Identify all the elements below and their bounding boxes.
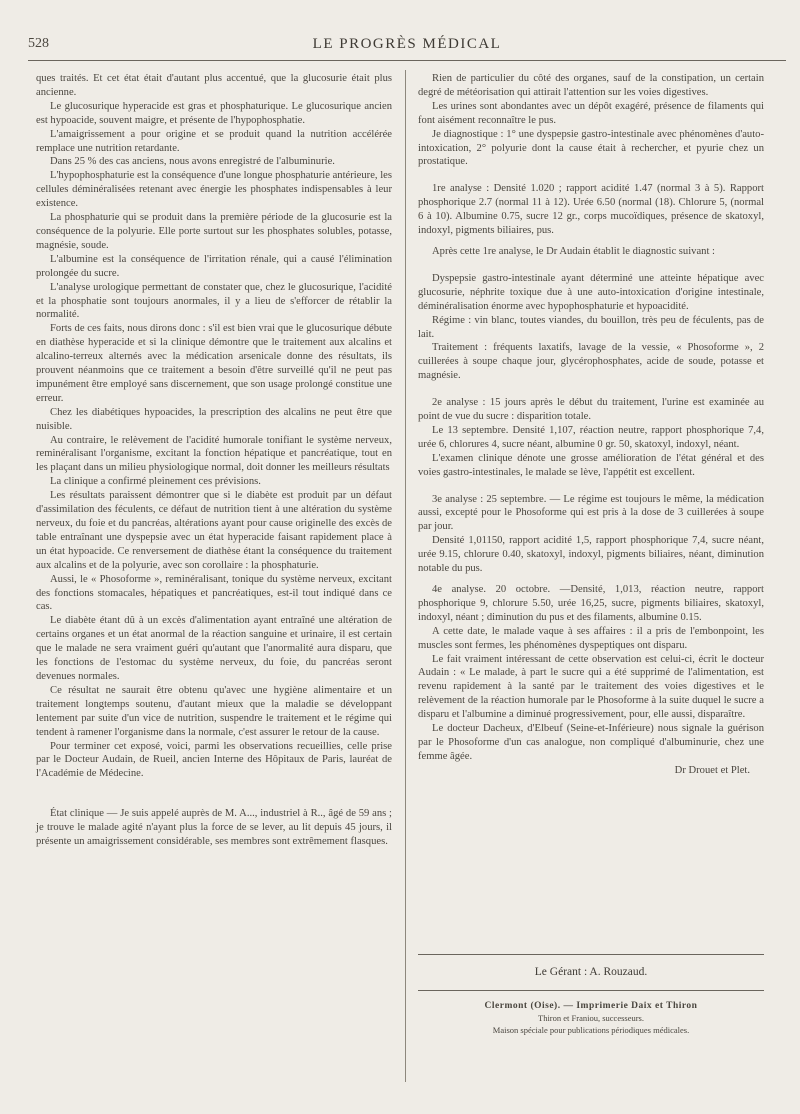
paragraph: Densité 1,01150, rapport acidité 1,5, rapport phosphorique 7,4, sucre néant, urée 9.15, chlorure 0.40, skatoxyl, indoxyl, pigments biliaires, néant, diminution notable du pus. xyxy=(418,535,764,575)
paragraph: Le diabète étant dû à un excès d'alimentation ayant entraîné une altération de certains organes et un état anormal de la réaction sanguine et urinaire, il est certain que le malade ne sera vraiment guéri qu'autant que l'anormalité aura disparu, que les fonctions de l'estomac du système nerveux, du foie, du pancréas seront devenues normales. xyxy=(36,615,392,682)
section-rule xyxy=(418,990,764,991)
imprint-line: Thiron et Franiou, successeurs. xyxy=(538,1013,644,1023)
left-column xyxy=(36,72,392,1082)
column-divider xyxy=(405,70,406,1082)
paragraph: Les résultats paraissent démontrer que si le diabète est produit par un défaut d'assimilation des féculents, ce défaut de nutrition tient à une altération du système nerveux, du foie et du pancréas, altérations ayant pour cause originelle des excès de table entraînant une dyspepsie avec un état hyperacide faisant rapidement place à un état hypoacide. Ce renversement de diathèse étant la conséquence du traitement aux alcalins et de la polyurie, avec son corollaire : la phosphaturie. xyxy=(36,490,392,571)
paragraph: A cette date, le malade vaque à ses affaires : il a pris de l'embonpoint, les muscles sont fermes, les phénomènes dyspeptiques ont disparu. xyxy=(418,625,764,651)
imprint-line: Maison spéciale pour publications périodiques médicales. xyxy=(492,1025,690,1035)
paragraph: Pour terminer cet exposé, voici, parmi les observations recueillies, celle prise par le Docteur Audain, de Rueil, ancien Interne des Hôpitaux de Paris, lauréat de l'Académie de Médecine. xyxy=(36,740,392,780)
paragraph: Le fait vraiment intéressant de cette observation est celui-ci, écrit le docteur Audain : « Le malade, à part le sucre qui a été supprimé de l'alimentation, est revenu rapidement à la santé par le traitement des voies digestives et le relèvement de la réaction humorale par le Phosoforme à la suite duquel le sucre a disparu et l'albumine a diminué progressivement, pour, elle aussi, disparaître. xyxy=(418,653,764,721)
paragraph: Je diagnostique : 1° une dyspepsie gastro-intestinale avec phénomènes d'auto-intoxication, 2° polyurie dont la cause était à rechercher, et pyurie chez un prostatique. xyxy=(418,128,764,168)
analysis-3-paragraph: 3e analyse : 25 septembre. — Le régime est toujours le même, la médication aussi, excepté pour le Phosoforme qui est pris à la dose de 3 cuillerées à soupe par jour. xyxy=(418,493,764,533)
paragraph: Au contraire, le relèvement de l'acidité humorale tonifiant le système nerveux, reminéralisant l'organisme, excitant la fonction hépatique et pancréatique, tout en les plaçant dans un milieu physiologique normal, doit donner les meilleurs résultats xyxy=(36,434,392,474)
paragraph: La phosphaturie qui se produit dans la première période de la glucosurie est la conséquence de la polyurie. Elle porte surtout sur les phosphates solubles, potasse, magnésie, soude. xyxy=(36,212,392,251)
paragraph: Le 13 septembre. Densité 1,107, réaction neutre, rapport phosphorique 7,4, urée 6, chlorures 4, sucre néant, albumine 0 gr. 50, skatoxyl, indoxyl, néant. xyxy=(418,424,764,450)
paragraph: Dans 25 % des cas anciens, nous avons enregistré de l'albuminurie. xyxy=(50,156,335,168)
analysis-1-paragraph: 1re analyse : Densité 1.020 ; rapport acidité 1.47 (normal 3 à 5). Rapport phosphorique 2.7 (normal 11 à 12). Urée 6.50 (normal (18). Chlorure 5, (normal 6 à 10). Albumine 0.75, sucre 12 gr., corps mucoïdiques, présence de skatoxyl, indoxyl, pigments biliaires, pus. xyxy=(418,183,764,237)
paragraph: Le docteur Dacheux, d'Elbeuf (Seine-et-Inférieure) nous signale la guérison par le Phosoforme d'un cas analogue, non compliqué d'albuminurie, chez une femme âgée. xyxy=(418,723,764,762)
clinical-state-paragraph: État clinique — Je suis appelé auprès de M. A..., industriel à R.., âgé de 59 ans ; je trouve le malade agité n'ayant plus la force de se lever, au lit depuis 45 jours, il présente un amaigrissement considérable, ses membres sont extrêmement flasques. xyxy=(36,808,392,848)
page-number: 528 xyxy=(28,36,49,51)
paragraph: La clinique a confirmé pleinement ces prévisions. xyxy=(50,476,261,488)
paragraph: L'amaigrissement a pour origine et se produit quand la nutrition accélérée remplace une nutrition retardante. xyxy=(36,128,392,154)
analysis-2-paragraph: 2e analyse : 15 jours après le début du traitement, l'urine est examinée au point de vue du sucre : disparition totale. xyxy=(418,397,764,423)
regime-paragraph: Régime : vin blanc, toutes viandes, du bouillon, très peu de féculents, pas de lait. xyxy=(418,314,764,340)
paragraph: L'examen clinique dénote une grosse amélioration de l'état général et des voies gastro-intestinales, le malade se lève, l'appétit est excellent. xyxy=(418,452,764,478)
paragraph: ques traités. Et cet état était d'autant plus accentué, que la glucosurie était plus ancienne. xyxy=(36,73,392,98)
paragraph: Après cette 1re analyse, le Dr Audain établit le diagnostic suivant : xyxy=(432,245,715,257)
paragraph: L'albumine est la conséquence de l'irritation rénale, qui a causé l'élimination prolongée du sucre. xyxy=(36,253,392,279)
imprint-line: Clermont (Oise). — Imprimerie Daix et Thiron xyxy=(484,1001,698,1011)
paragraph: Ce résultat ne saurait être obtenu qu'avec une hygiène alimentaire et un traitement longtemps soutenu, d'autant mieux que la maladie se développant lentement par suite d'un vice de nutrition, suspendre le traitement et le régime qui tendent à ramener l'organisme dans la normale, c'est assurer le retour de la cause. xyxy=(36,684,392,738)
paragraph: Aussi, le « Phosoforme », reminéralisant, tonique du système nerveux, excitant des fonctions stomacales, hépatiques et pancréatiques, est-il tout indiqué dans ce cas. xyxy=(36,573,392,613)
page-header xyxy=(28,36,786,61)
treatment-paragraph: Traitement : fréquents laxatifs, lavage de la vessie, « Phosoforme », 2 cuillerées à soupe chaque jour, glycérophosphates, acide de soude, potasse et magnésie. xyxy=(418,342,764,382)
paragraph: L'analyse urologique permettant de constater que, chez le glucosurique, l'acidité et la phosphatie sont toujours anormales, il y a lieu de s'efforcer de rétablir la normalité. xyxy=(36,281,392,321)
paragraph: L'hypophosphaturie est la conséquence d'une longue phosphaturie antérieure, les cellules déminéralisées retenant avec énergie les phosphates indispensables à leur existence. xyxy=(36,170,392,210)
gerant-line: Le Gérant : A. Rouzaud. xyxy=(534,966,648,978)
paragraph: Rien de particulier du côté des organes, sauf de la constipation, un certain degré de météorisation qui attirait l'attention sur les voies digestives. xyxy=(418,73,764,98)
paragraph: Chez les diabétiques hypoacides, la prescription des alcalins ne peut être que nuisible. xyxy=(36,406,392,432)
printer-imprint xyxy=(418,1000,764,1036)
right-column xyxy=(418,72,764,1082)
paragraph: Les urines sont abondantes avec un dépôt exagéré, présence de filaments qui font aisément reconnaître le pus. xyxy=(418,100,764,126)
section-rule xyxy=(418,954,764,955)
analysis-4-paragraph: 4e analyse. 20 octobre. —Densité, 1,013, réaction neutre, rapport phosphorique 9, chlorure 5.50, urée 16,25, sucre, pigments biliaires, skatoxyl, indoxyl, néant ; diminution du pus et des filaments, albumine 0.15. xyxy=(418,584,764,623)
paragraph: Forts de ces faits, nous dirons donc : s'il est bien vrai que le glucosurique débute en diathèse hyperacide et si la clinique démontre que le traitement aux alcalins et alcalino-terreux alternés avec la médication arsenicale donne des résultats, ils prouvent néanmoins que ce traitement a besoin d'être surveillé qu'il ne peut pas impunément être employé sans discernement, que son usage prolongé constitue une erreur. xyxy=(36,323,392,404)
signature: Dr Drouet et Plet. xyxy=(674,764,750,776)
paragraph: Le glucosurique hyperacide est gras et phosphaturique. Le glucosurique ancien est hypoacide, souvent maigre, et présente de l'hypophosphatie. xyxy=(36,100,392,126)
journal-title: LE PROGRÈS MÉDICAL xyxy=(312,36,502,52)
diagnosis-paragraph: Dyspepsie gastro-intestinale ayant déterminé une atteinte hépatique avec glucosurie, néphrite toxique due à une auto-intoxication d'origine intestinale, déminéralisation énorme avec hypophosphaturie et hypoacidité. xyxy=(418,272,764,312)
